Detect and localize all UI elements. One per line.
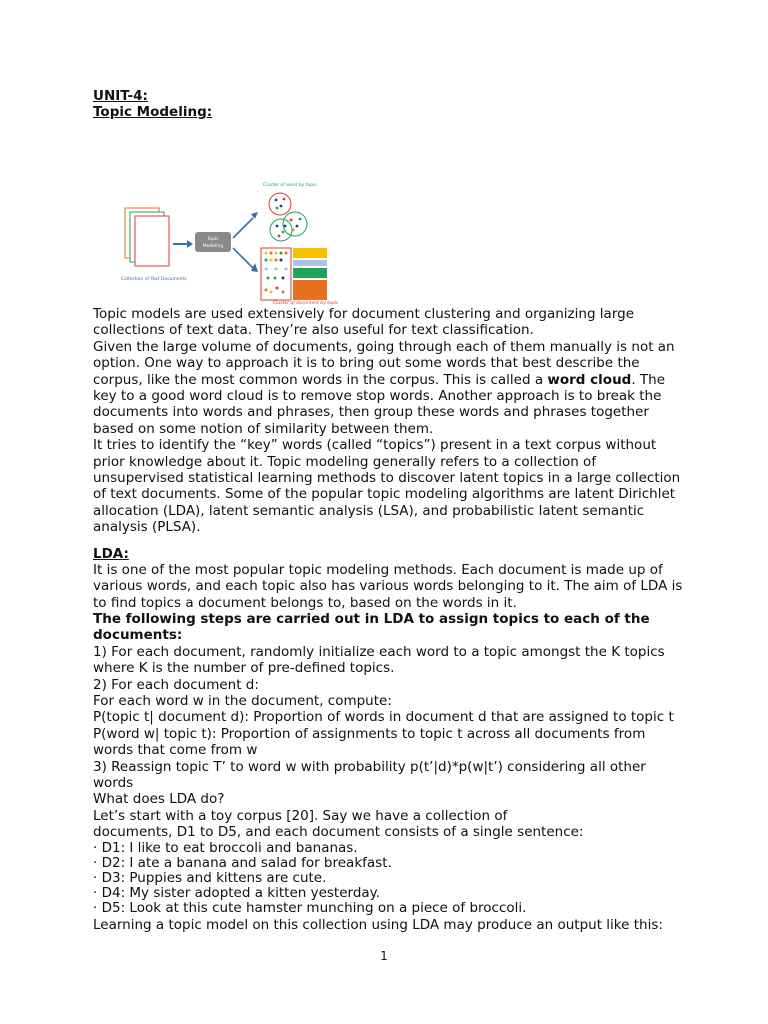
top-caption: Cluster of word by topic [263, 183, 317, 188]
doc-list-item: · D2: I ate a banana and salad for breakfast. [93, 854, 392, 871]
document-cluster-box [261, 248, 291, 300]
word-cluster-3 [270, 219, 292, 241]
doc-list-item: · D5: Look at this cute hamster munching on a piece of broccoli. [93, 900, 527, 917]
lda-steps-heading: The following steps are carried out in LDA to assign topics to each of the documents: [93, 610, 650, 644]
lda-paragraph: It is one of the most popular topic modeling methods. Each document is made up of various words, and each topic also has various words belonging to it. The aim of LDA is to find topics a document belongs to, based on the words in it. [93, 561, 683, 611]
toy-corpus-line-1: Let’s start with a toy corpus [20]. Say we have a collection of [93, 807, 508, 824]
left-caption: Collection of Text Documents [121, 277, 187, 282]
word-cluster-2 [283, 212, 307, 236]
topic-bar-green [293, 268, 327, 278]
toy-corpus-line-2: documents, D1 to D5, and each document consists of a single sentence: [93, 824, 584, 841]
closing-paragraph: Learning a topic model on this collection using LDA may produce an output like this: [93, 916, 663, 933]
box-label-line1: Topic [207, 237, 219, 242]
topic-modeling-heading: Topic Modeling: [93, 104, 213, 120]
lda-question: What does LDA do? [93, 791, 225, 808]
word-dots [275, 198, 302, 238]
doc-list-item: · D1: I like to eat broccoli and bananas. [93, 839, 358, 856]
arrow-head-icon [187, 240, 193, 248]
lda-step-2a: For each word w in the document, compute: [93, 692, 392, 709]
intro-p2-before: Given the large volume of documents, going through each of them manually is not an option. One way to approach it is to bring out some words that best describe the corpus, like the most common words in the corpus. This is called a [93, 338, 675, 388]
topic-bar-yellow [293, 248, 327, 258]
lda-heading: LDA: [93, 545, 129, 562]
topic-bar-orange [293, 280, 327, 300]
page-number: 1 [380, 949, 388, 963]
diagram-svg [113, 126, 353, 306]
intro-paragraph-1: Topic models are used extensively for document clustering and organizing large collections of text data. They’re also useful for text classification. [93, 306, 635, 339]
intro-paragraph-2 [93, 339, 683, 437]
word-cloud-term: word cloud [547, 371, 632, 388]
unit-heading: UNIT-4: [93, 88, 148, 104]
lda-step-2c: P(word w| topic t): Proportion of assignments to topic t across all documents from words that come from w [93, 725, 646, 759]
doc-list-item: · D3: Puppies and kittens are cute. [93, 870, 327, 886]
intro-paragraph-3: It tries to identify the “key” words (called “topics”) present in a text corpus without prior knowledge about it. Topic modeling generally refers to a collection of unsupervised statistical learning methods to discover latent topics in a large collection of text documents. Some of the popular topic modeling algorithms are latent Dirichlet allocation (LDA), latent semantic analysis (LSA), and probabilistic latent semantic analysis (PLSA). [93, 437, 681, 536]
lda-step-1: 1) For each document, randomly initialize each word to a topic amongst the K topics where K is the number of pre-defined topics. [93, 643, 665, 677]
box-label-line2: Modeling [202, 244, 224, 249]
intro-p2-after: . The key to a good word cloud is to remove stop words. Another approach is to break the documents into words and phrases, then group these words and phrases together based on some notion of similarity between them. [93, 371, 666, 437]
lda-step-3: 3) Reassign topic T’ to word w with probability p(t’|d)*p(w|t’) considering all other words [93, 758, 646, 791]
doc-page-front [135, 216, 169, 266]
arrow-down-shaft [233, 248, 253, 268]
document-page [93, 88, 683, 933]
arrow-up-shaft [233, 218, 253, 238]
bottom-caption: Cluster of document by topic [273, 301, 339, 306]
topic-bar-lightblue [293, 260, 327, 266]
topic-modeling-box [195, 232, 231, 252]
word-cluster-1 [269, 193, 291, 215]
lda-step-2: 2) For each document d: [93, 676, 259, 693]
lda-step-2b: P(topic t| document d): Proportion of words in document d that are assigned to topic t [93, 709, 674, 726]
topic-modeling-diagram [113, 126, 353, 306]
doc-list-item: · D4: My sister adopted a kitten yesterday. [93, 885, 381, 902]
